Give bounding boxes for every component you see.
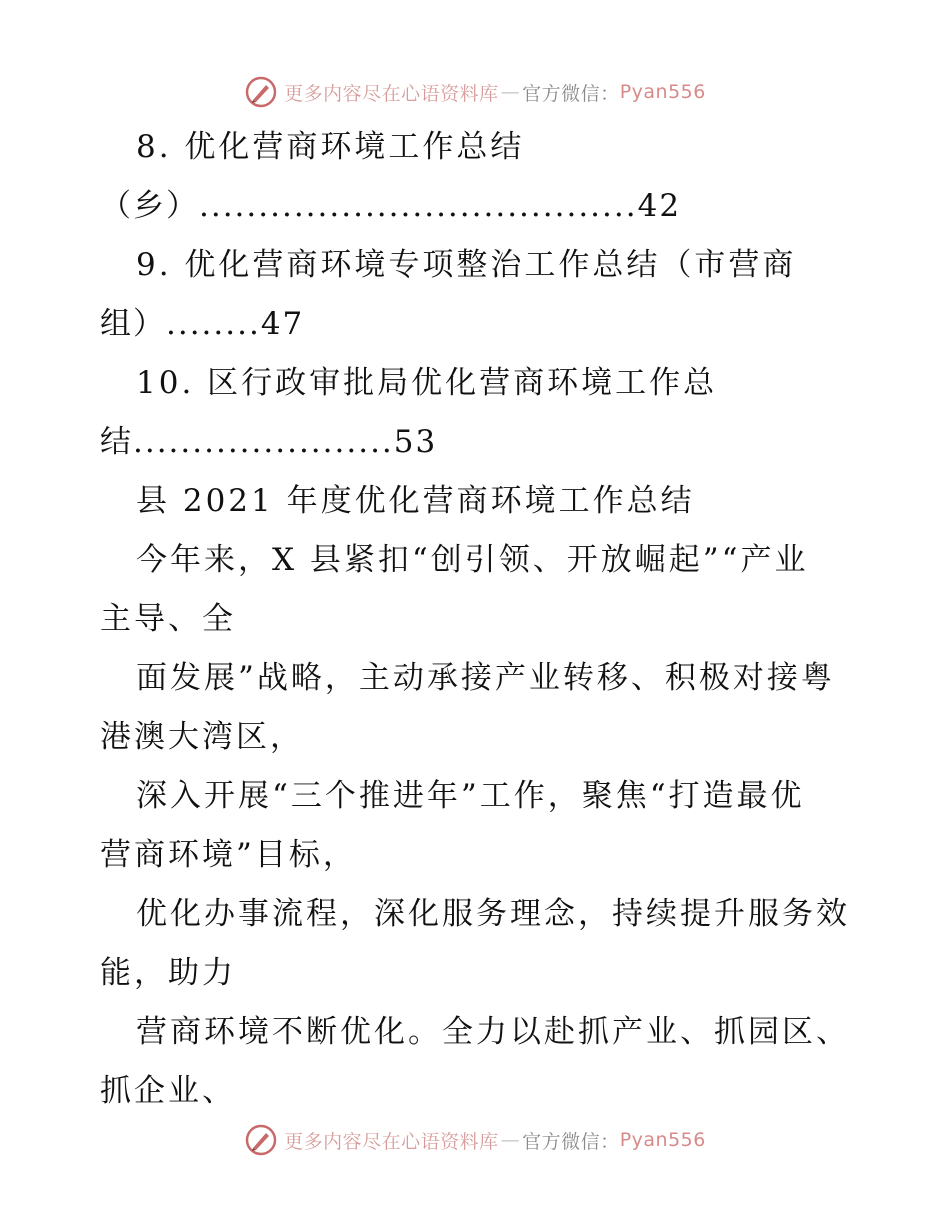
banner-main-text: 更多内容尽在心语资料库 xyxy=(284,82,499,105)
toc-entry-9-title: 9. 优化营商环境专项整治工作总结（市营商 xyxy=(136,247,797,283)
banner-wechat-label: 官方微信： xyxy=(522,1130,620,1153)
paragraph-line: 主导、全 xyxy=(100,601,236,637)
toc-entry-8-title: 8. 优化营商环境工作总结 xyxy=(136,129,525,165)
pen-logo-icon xyxy=(244,75,278,109)
paragraph-line: 抓企业、 xyxy=(100,1073,236,1109)
banner-main-text: 更多内容尽在心语资料库 xyxy=(284,1130,499,1153)
paragraph-line: 面发展”战略，主动承接产业转移、积极对接粤 xyxy=(136,660,835,696)
paragraph-line: 营商环境不断优化。全力以赴抓产业、抓园区、 xyxy=(136,1014,850,1050)
footer-watermark-banner xyxy=(0,1120,950,1160)
banner-wechat-id: Pyan556 xyxy=(619,81,706,103)
paragraph-line: 今年来，X 县紧扣“创引领、开放崛起”“产业 xyxy=(136,542,809,578)
section-title: 县 2021 年度优化营商环境工作总结 xyxy=(136,483,695,519)
banner-separator: — xyxy=(500,1129,521,1151)
banner-separator: — xyxy=(500,81,521,103)
document-body xyxy=(100,118,860,1121)
paragraph-line: 港澳大湾区， xyxy=(100,719,304,755)
toc-entry-9-page: 组）........47 xyxy=(100,306,305,342)
banner-wechat-id: Pyan556 xyxy=(619,1129,706,1151)
paragraph-line: 能，助力 xyxy=(100,955,236,991)
paragraph-line: 优化办事流程，深化服务理念，持续提升服务效 xyxy=(136,896,850,932)
toc-entry-8-page: （乡）.....................................42 xyxy=(100,188,682,224)
pen-logo-icon xyxy=(244,1123,278,1157)
paragraph-line: 深入开展“三个推进年”工作，聚焦“打造最优 xyxy=(136,778,805,814)
banner-wechat-label: 官方微信： xyxy=(522,82,620,105)
paragraph-line: 营商环境”目标， xyxy=(100,837,357,873)
toc-entry-10-page: 结......................53 xyxy=(100,424,438,460)
toc-entry-10-title: 10. 区行政审批局优化营商环境工作总 xyxy=(136,365,718,401)
header-watermark-banner xyxy=(0,72,950,112)
